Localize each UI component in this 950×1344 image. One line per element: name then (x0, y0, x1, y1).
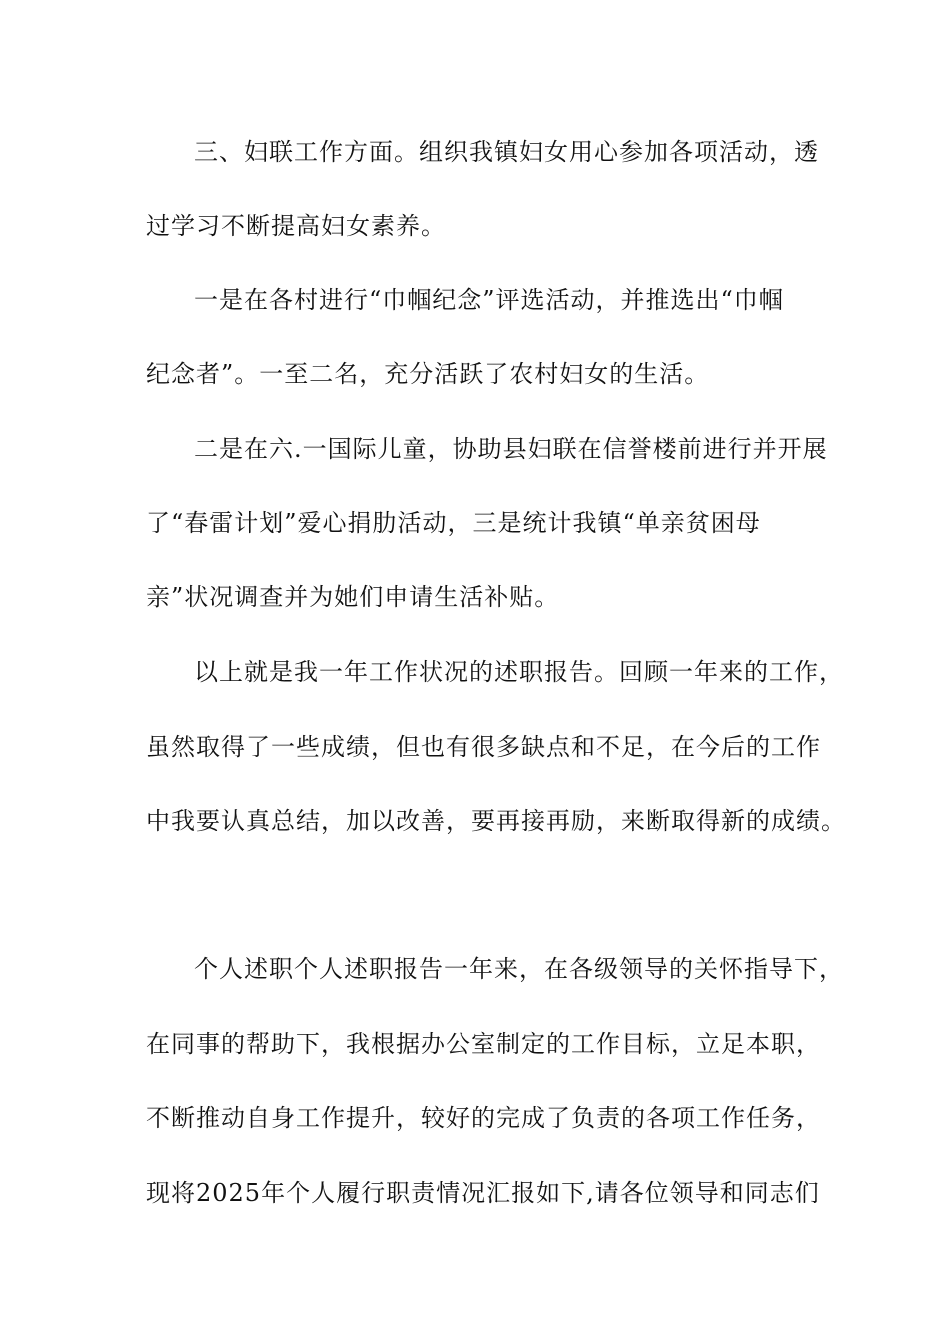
text-line: 亲”状况调查并为她们申请生活补贴。 (146, 583, 560, 611)
text-line: 三、妇联工作方面。组织我镇妇女用心参加各项活动，透 (194, 138, 819, 166)
text-line: 过学习不断提高妇女素养。 (146, 212, 446, 240)
text-line: 在同事的帮助下，我根据办公室制定的工作目标，立足本职， (146, 1030, 821, 1058)
text-line: 以上就是我一年工作状况的述职报告。回顾一年来的工作， (194, 658, 844, 686)
text-line: 不断推动自身工作提升，较好的完成了负责的各项工作任务， (146, 1104, 821, 1132)
text-line: 虽然取得了一些成绩，但也有很多缺点和不足，在今后的工作 (146, 733, 821, 761)
text-line: 二是在六.一国际儿童，协助县妇联在信誉楼前进行并开展 (194, 435, 828, 463)
text-line: 了“春雷计划”爱心捐肋活动，三是统计我镇“单亲贫困母 (146, 509, 761, 537)
text-line: 一是在各村进行“巾帼纪念”评选活动，并推选出“巾帼 (194, 286, 784, 314)
text-line: 纪念者”。一至二名，充分活跃了农村妇女的生活。 (146, 360, 710, 388)
text-line: 现将2025年个人履行职责情况汇报如下,请各位领导和同志们 (146, 1179, 820, 1207)
text-line: 个人述职个人述职报告一年来，在各级领导的关怀指导下， (194, 955, 844, 983)
text-line: 中我要认真总结，加以改善，要再接再励，来断取得新的成绩。 (146, 807, 846, 835)
